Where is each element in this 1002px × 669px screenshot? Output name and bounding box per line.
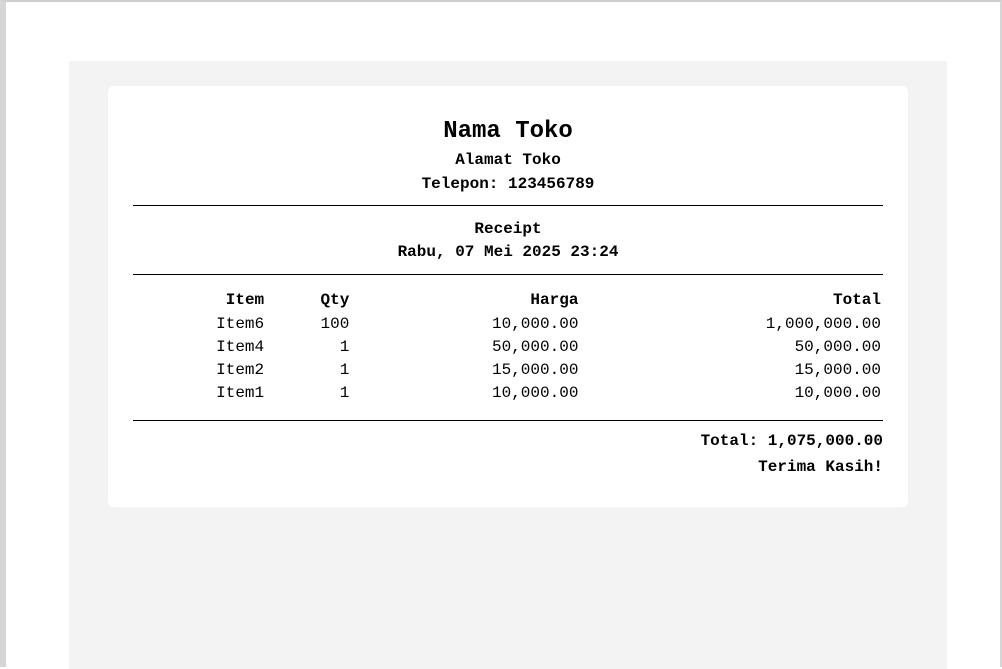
cell-price: 10,000.00 [492,383,579,402]
divider [133,420,883,421]
table-row [133,335,883,358]
cell-item: Item2 [216,360,265,379]
cell-price: 15,000.00 [492,360,579,379]
cell-item: Item6 [216,314,265,333]
store-name: Nama Toko [443,118,573,145]
cell-price: 10,000.00 [492,314,579,333]
receipt-date: Rabu, 07 Mei 2025 23:24 [397,243,619,261]
thank-you-message: Terima Kasih! [758,458,883,476]
header-price: Harga [530,291,579,309]
table-row [133,381,883,404]
cell-price: 50,000.00 [492,337,579,356]
cell-total: 1,000,000.00 [765,314,881,333]
table-row [133,312,883,335]
cell-qty: 100 [320,314,350,333]
header-qty: Qty [320,291,350,309]
table-row [133,358,883,381]
table-header-row [133,288,883,312]
cell-item: Item1 [216,383,265,402]
grand-total: Total: 1,075,000.00 [700,432,883,450]
cell-qty: 1 [339,337,350,356]
receipt-title: Receipt [474,220,542,238]
divider [133,274,883,275]
cell-item: Item4 [216,337,265,356]
receipt-card [108,86,908,507]
divider [133,205,883,206]
cell-total: 15,000.00 [794,360,881,379]
header-total: Total [832,291,881,309]
items-table [133,288,883,404]
header-item: Item [225,291,265,309]
cell-qty: 1 [339,360,350,379]
cell-qty: 1 [339,383,350,402]
cell-total: 50,000.00 [794,337,881,356]
store-phone: Telepon: 123456789 [421,175,595,193]
cell-total: 10,000.00 [794,383,881,402]
store-address: Alamat Toko [455,151,561,169]
